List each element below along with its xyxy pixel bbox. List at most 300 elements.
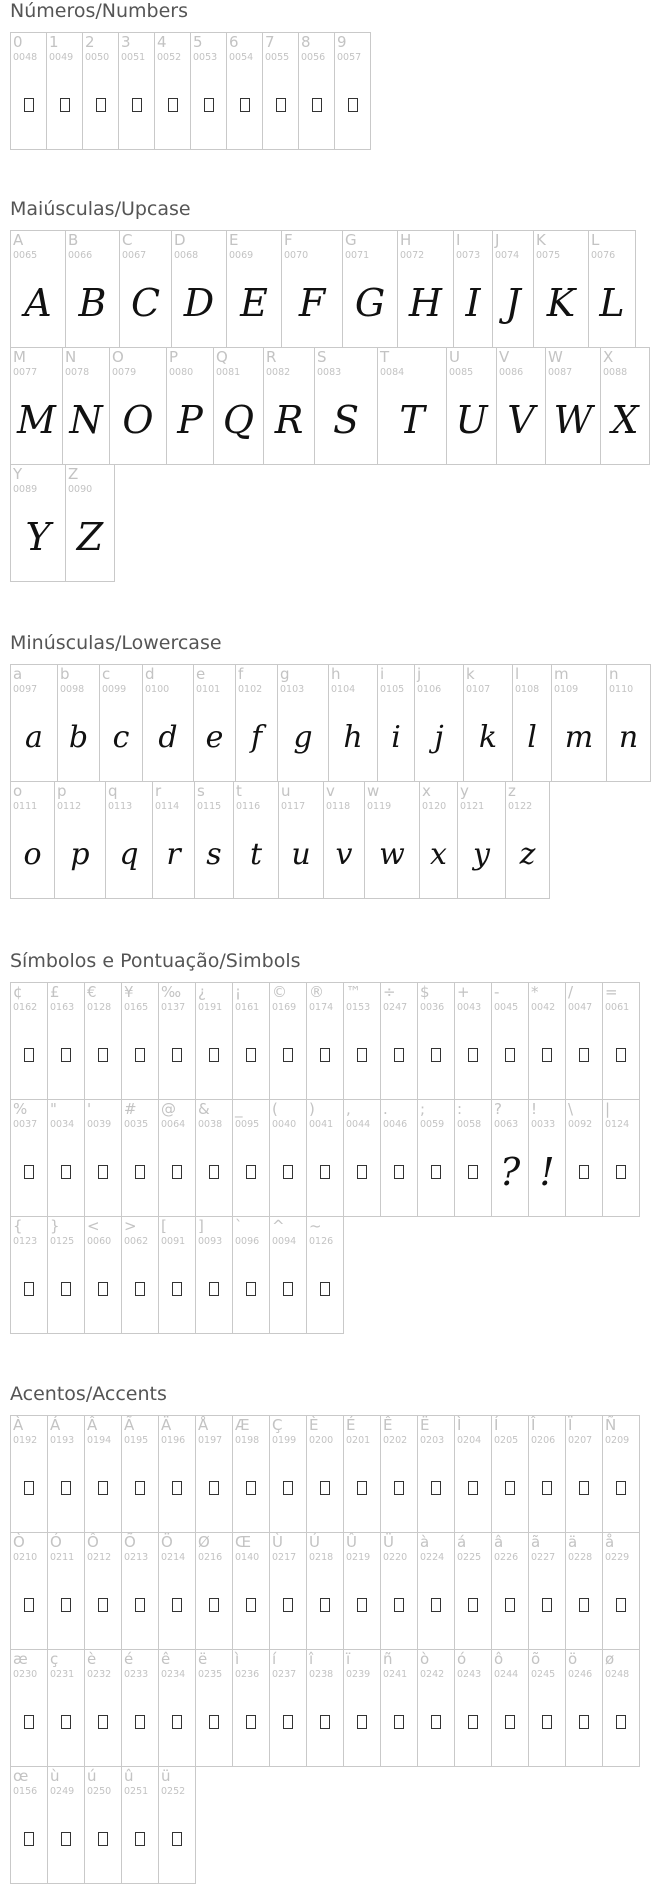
missing-glyph-icon	[11, 1795, 47, 1883]
glyph-cell	[463, 664, 513, 782]
glyph-cell	[306, 1415, 344, 1533]
glyph-cell	[565, 1649, 603, 1767]
character-label: '	[87, 1100, 92, 1118]
missing-glyph-icon	[159, 1444, 195, 1532]
glyph-cell	[453, 230, 493, 348]
glyph-cell	[306, 982, 344, 1100]
missing-glyph-icon	[233, 1128, 269, 1216]
character-label: n	[609, 665, 619, 683]
glyph-cell	[269, 1216, 307, 1334]
missing-glyph-icon	[48, 1678, 84, 1766]
glyph-cell	[158, 1216, 196, 1334]
character-label: N	[65, 348, 77, 366]
character-label: 4	[157, 33, 167, 51]
character-label: Ö	[161, 1533, 173, 1551]
character-code: 0122	[508, 801, 533, 812]
character-code: 0096	[235, 1236, 260, 1247]
glyph-preview: T	[399, 398, 425, 442]
missing-glyph-icon	[344, 1444, 380, 1532]
character-label: 9	[337, 33, 347, 51]
character-label: è	[87, 1650, 97, 1668]
missing-glyph-icon	[344, 1011, 380, 1099]
character-code: 0097	[13, 684, 38, 695]
glyph-cell	[47, 982, 85, 1100]
glyph-cell	[491, 1415, 529, 1533]
glyph-cell	[545, 347, 601, 465]
missing-glyph-icon	[566, 1678, 602, 1766]
character-label: È	[309, 1416, 319, 1434]
character-label: /	[568, 983, 574, 1001]
glyph-cell	[158, 1532, 196, 1650]
glyph-preview: q	[119, 836, 139, 872]
character-code: 0062	[124, 1236, 149, 1247]
character-code: 0087	[548, 367, 573, 378]
character-label: å	[605, 1533, 615, 1551]
character-label: &	[198, 1100, 210, 1118]
character-label: Ä	[161, 1416, 172, 1434]
section-title: Maiúsculas/Upcase	[10, 198, 191, 220]
missing-glyph-icon	[603, 1128, 639, 1216]
character-code: 0217	[272, 1552, 297, 1563]
glyph-cell	[380, 1649, 418, 1767]
glyph-preview: t	[249, 836, 263, 872]
character-label: o	[13, 782, 23, 800]
glyph-cell	[262, 32, 299, 150]
character-label: Ü	[383, 1533, 394, 1551]
character-label: :	[457, 1100, 463, 1118]
missing-glyph-icon	[11, 61, 46, 149]
missing-glyph-icon	[11, 1678, 47, 1766]
glyph-cell	[343, 1532, 381, 1650]
character-label: )	[309, 1100, 315, 1118]
missing-glyph-icon	[122, 1245, 158, 1333]
character-code: 0112	[57, 801, 82, 812]
character-code: 0037	[13, 1119, 38, 1130]
character-label: Ç	[272, 1416, 283, 1434]
missing-glyph-icon	[381, 1561, 417, 1649]
character-code: 0161	[235, 1002, 260, 1013]
character-code: 0107	[466, 684, 491, 695]
character-label: ?	[494, 1100, 502, 1118]
character-label: à	[420, 1533, 430, 1551]
missing-glyph-icon	[159, 1011, 195, 1099]
glyph-row	[10, 664, 660, 782]
glyph-cell	[10, 1649, 48, 1767]
character-code: 0089	[13, 484, 38, 495]
missing-glyph-icon	[307, 1678, 343, 1766]
character-label: Â	[87, 1416, 98, 1434]
glyph-preview: E	[240, 281, 268, 325]
glyph-row	[10, 1217, 660, 1334]
character-label: Ê	[383, 1416, 393, 1434]
character-code: 0100	[145, 684, 170, 695]
glyph-cell	[446, 347, 497, 465]
glyph-cell	[171, 230, 227, 348]
character-code: 0118	[326, 801, 351, 812]
missing-glyph-icon	[566, 1444, 602, 1532]
character-code: 0199	[272, 1435, 297, 1446]
character-label: Á	[50, 1416, 61, 1434]
missing-glyph-icon	[196, 1561, 232, 1649]
character-code: 0082	[266, 367, 291, 378]
character-code: 0066	[68, 250, 93, 261]
character-code: 0057	[337, 52, 362, 63]
character-code: 0088	[603, 367, 628, 378]
character-label: A	[13, 231, 24, 249]
character-label: ,	[346, 1100, 351, 1118]
glyph-cell	[602, 1532, 640, 1650]
character-code: 0084	[380, 367, 405, 378]
character-label: c	[102, 665, 111, 683]
character-code: 0251	[124, 1786, 149, 1797]
character-label: R	[266, 348, 277, 366]
character-code: 0165	[124, 1002, 149, 1013]
glyph-cell	[491, 982, 529, 1100]
character-code: 0099	[102, 684, 127, 695]
character-code: 0047	[568, 1002, 593, 1013]
character-code: 0080	[169, 367, 194, 378]
character-label: z	[508, 782, 516, 800]
character-code: 0098	[60, 684, 85, 695]
character-code: 0068	[174, 250, 199, 261]
character-code: 0064	[161, 1119, 186, 1130]
character-code: 0043	[457, 1002, 482, 1013]
glyph-cell	[47, 1216, 85, 1334]
section-title: Números/Numbers	[10, 0, 188, 22]
character-code: 0209	[605, 1435, 630, 1446]
character-label: H	[400, 231, 412, 249]
glyph-grid	[10, 982, 660, 1334]
missing-glyph-icon	[270, 1444, 306, 1532]
glyph-cell	[233, 781, 279, 899]
character-label: û	[124, 1767, 134, 1785]
character-code: 0091	[161, 1236, 186, 1247]
character-code: 0105	[380, 684, 405, 695]
character-label: {	[13, 1217, 23, 1235]
character-code: 0231	[50, 1669, 75, 1680]
character-label: 0	[13, 33, 23, 51]
glyph-cell	[454, 1649, 492, 1767]
character-code: 0036	[420, 1002, 445, 1013]
glyph-preview: R	[274, 398, 304, 442]
character-label: ü	[161, 1767, 171, 1785]
character-code: 0137	[161, 1002, 186, 1013]
character-label: €	[87, 983, 97, 1001]
glyph-cell	[121, 982, 159, 1100]
glyph-preview: !	[539, 1150, 555, 1194]
character-label: Œ	[235, 1533, 252, 1551]
glyph-cell	[588, 230, 636, 348]
character-code: 0092	[568, 1119, 593, 1130]
glyph-cell	[528, 1532, 566, 1650]
glyph-preview: P	[177, 398, 203, 442]
glyph-cell	[54, 781, 106, 899]
character-code: 0061	[605, 1002, 630, 1013]
missing-glyph-icon	[418, 1011, 454, 1099]
glyph-cell	[57, 664, 100, 782]
missing-glyph-icon	[492, 1678, 528, 1766]
character-code: 0120	[422, 801, 447, 812]
character-label: ¿	[198, 983, 206, 1001]
glyph-cell	[417, 1532, 455, 1650]
character-code: 0046	[383, 1119, 408, 1130]
missing-glyph-icon	[159, 1128, 195, 1216]
section-title: Minúsculas/Lowercase	[10, 632, 222, 654]
character-label: 7	[265, 33, 275, 51]
glyph-cell	[551, 664, 607, 782]
character-code: 0237	[272, 1669, 297, 1680]
character-code: 0236	[235, 1669, 260, 1680]
character-code: 0219	[346, 1552, 371, 1563]
character-code: 0085	[449, 367, 474, 378]
character-code: 0202	[383, 1435, 408, 1446]
character-code: 0197	[198, 1435, 223, 1446]
glyph-cell	[528, 1099, 566, 1217]
glyph-cell	[10, 1099, 48, 1217]
glyph-cell	[491, 1099, 529, 1217]
character-code: 0210	[13, 1552, 38, 1563]
glyph-cell	[491, 1649, 529, 1767]
character-code: 0117	[281, 801, 306, 812]
glyph-cell	[195, 1649, 233, 1767]
glyph-preview: u	[291, 836, 311, 872]
glyph-grid	[10, 230, 660, 582]
glyph-cell	[46, 32, 83, 150]
character-label: J	[495, 231, 500, 249]
character-label: S	[317, 348, 327, 366]
glyph-cell	[343, 1649, 381, 1767]
glyph-row	[10, 1767, 660, 1884]
glyph-row	[10, 230, 660, 348]
glyph-preview: z	[519, 836, 536, 872]
missing-glyph-icon	[122, 1444, 158, 1532]
character-label: }	[50, 1217, 60, 1235]
glyph-cell	[380, 1532, 418, 1650]
section-title: Símbolos e Pontuação/Simbols	[10, 950, 301, 972]
character-code: 0078	[65, 367, 90, 378]
character-label: .	[383, 1100, 388, 1118]
character-label: é	[124, 1650, 134, 1668]
glyph-row	[10, 348, 660, 465]
character-label: œ	[13, 1767, 29, 1785]
glyph-preview: n	[618, 719, 639, 755]
missing-glyph-icon	[122, 1561, 158, 1649]
glyph-preview: N	[69, 398, 103, 442]
character-label: á	[457, 1533, 467, 1551]
missing-glyph-icon	[196, 1678, 232, 1766]
glyph-cell	[314, 347, 378, 465]
character-label: Æ	[235, 1416, 250, 1434]
glyph-preview: a	[25, 719, 43, 755]
glyph-cell	[606, 664, 651, 782]
character-label: ä	[568, 1533, 578, 1551]
missing-glyph-icon	[11, 1128, 47, 1216]
character-code: 0235	[198, 1669, 223, 1680]
character-label: >	[124, 1217, 137, 1235]
glyph-preview: e	[205, 719, 224, 755]
missing-glyph-icon	[455, 1128, 491, 1216]
character-code: 0070	[284, 250, 309, 261]
glyph-cell	[121, 1099, 159, 1217]
glyph-cell	[565, 1099, 603, 1217]
character-label: Ô	[87, 1533, 99, 1551]
character-code: 0121	[460, 801, 485, 812]
glyph-cell	[602, 1099, 640, 1217]
glyph-preview: O	[122, 398, 154, 442]
glyph-cell	[235, 664, 278, 782]
character-code: 0079	[112, 367, 137, 378]
character-code: 0072	[400, 250, 425, 261]
character-label: Ñ	[605, 1416, 617, 1434]
character-code: 0041	[309, 1119, 334, 1130]
glyph-preview: C	[130, 281, 161, 325]
character-code: 0093	[198, 1236, 223, 1247]
character-code: 0103	[280, 684, 305, 695]
character-code: 0192	[13, 1435, 38, 1446]
missing-glyph-icon	[455, 1444, 491, 1532]
character-label: Ó	[50, 1533, 62, 1551]
glyph-preview: A	[24, 281, 52, 325]
character-code: 0056	[301, 52, 326, 63]
character-label: ~	[309, 1217, 322, 1235]
glyph-preview: y	[473, 836, 490, 872]
glyph-row	[10, 1650, 660, 1767]
glyph-cell	[121, 1415, 159, 1533]
glyph-cell	[306, 1532, 344, 1650]
character-label: #	[124, 1100, 137, 1118]
missing-glyph-icon	[233, 1678, 269, 1766]
glyph-cell	[121, 1216, 159, 1334]
character-label: e	[196, 665, 206, 683]
glyph-cell	[194, 781, 234, 899]
character-label: â	[494, 1533, 504, 1551]
glyph-row	[10, 1533, 660, 1650]
character-label: G	[345, 231, 357, 249]
missing-glyph-icon	[48, 1128, 84, 1216]
missing-glyph-icon	[335, 61, 370, 149]
glyph-cell	[226, 32, 263, 150]
character-label: 5	[193, 33, 203, 51]
character-code: 0126	[309, 1236, 334, 1247]
glyph-cell	[10, 1532, 48, 1650]
character-code: 0201	[346, 1435, 371, 1446]
character-label: í	[272, 1650, 277, 1668]
character-label: =	[605, 983, 618, 1001]
glyph-preview: l	[527, 719, 537, 755]
character-code: 0104	[331, 684, 356, 695]
character-label: Ï	[568, 1416, 573, 1434]
character-code: 0194	[87, 1435, 112, 1446]
missing-glyph-icon	[307, 1245, 343, 1333]
character-code: 0115	[197, 801, 222, 812]
character-label: Ò	[13, 1533, 25, 1551]
glyph-cell	[10, 1415, 48, 1533]
glyph-cell	[343, 982, 381, 1100]
glyph-preview: M	[17, 398, 56, 442]
character-code: 0074	[495, 250, 520, 261]
character-label: 6	[229, 33, 239, 51]
glyph-cell	[328, 664, 378, 782]
character-label: V	[499, 348, 510, 366]
glyph-cell	[154, 32, 191, 150]
character-label: k	[466, 665, 475, 683]
glyph-preview: G	[354, 281, 386, 325]
missing-glyph-icon	[85, 1561, 121, 1649]
character-label: $	[420, 983, 430, 1001]
character-code: 0106	[417, 684, 442, 695]
character-label: "	[50, 1100, 57, 1118]
missing-glyph-icon	[85, 1795, 121, 1883]
glyph-cell	[10, 982, 48, 1100]
glyph-cell	[417, 1649, 455, 1767]
glyph-cell	[343, 1099, 381, 1217]
glyph-cell	[298, 32, 335, 150]
character-label: Ì	[457, 1416, 462, 1434]
character-label: P	[169, 348, 179, 366]
character-code: 0247	[383, 1002, 408, 1013]
missing-glyph-icon	[263, 61, 298, 149]
character-label: ©	[272, 983, 287, 1001]
missing-glyph-icon	[85, 1245, 121, 1333]
character-code: 0034	[50, 1119, 75, 1130]
glyph-cell	[195, 982, 233, 1100]
glyph-cell	[195, 1216, 233, 1334]
character-label: O	[112, 348, 124, 366]
glyph-preview: H	[408, 281, 443, 325]
missing-glyph-icon	[603, 1561, 639, 1649]
character-code: 0228	[568, 1552, 593, 1563]
glyph-cell	[454, 1099, 492, 1217]
glyph-preview: w	[379, 836, 405, 872]
glyph-cell	[505, 781, 550, 899]
character-label: l	[515, 665, 520, 683]
glyph-cell	[364, 781, 420, 899]
character-label: ™	[346, 983, 361, 1001]
character-code: 0052	[157, 52, 182, 63]
character-label: f	[238, 665, 244, 683]
character-code: 0207	[568, 1435, 593, 1446]
glyph-cell	[342, 230, 398, 348]
character-code: 0211	[50, 1552, 75, 1563]
character-label: Ø	[198, 1533, 210, 1551]
glyph-cell	[496, 347, 546, 465]
glyph-cell	[62, 347, 110, 465]
glyph-cell	[269, 1532, 307, 1650]
character-code: 0048	[13, 52, 38, 63]
character-code: 0086	[499, 367, 524, 378]
character-label: î	[309, 1650, 314, 1668]
character-label: ñ	[383, 1650, 393, 1668]
glyph-cell	[377, 664, 415, 782]
missing-glyph-icon	[603, 1444, 639, 1532]
character-label: E	[229, 231, 239, 249]
character-label: Ú	[309, 1533, 320, 1551]
character-label: Û	[346, 1533, 357, 1551]
character-code: 0039	[87, 1119, 112, 1130]
missing-glyph-icon	[529, 1678, 565, 1766]
character-code: 0077	[13, 367, 38, 378]
glyph-cell	[306, 1216, 344, 1334]
glyph-preview: U	[455, 398, 488, 442]
character-code: 0050	[85, 52, 110, 63]
character-label: a	[13, 665, 23, 683]
glyph-cell	[565, 1415, 603, 1533]
character-code: 0125	[50, 1236, 75, 1247]
missing-glyph-icon	[455, 1561, 491, 1649]
glyph-grid	[10, 664, 660, 899]
character-code: 0076	[591, 250, 616, 261]
character-code: 0248	[605, 1669, 630, 1680]
